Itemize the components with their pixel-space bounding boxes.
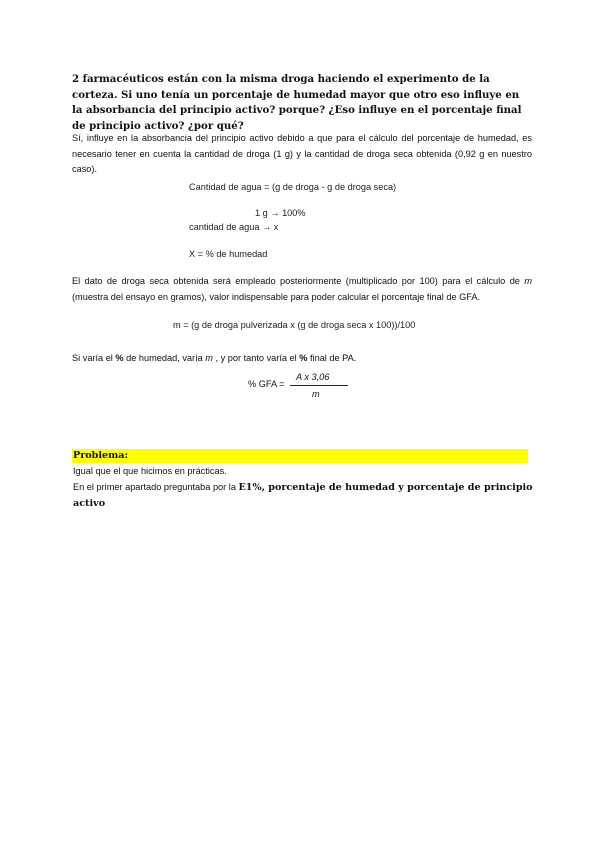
- percent-sign: %: [115, 353, 124, 363]
- variation-text-3: , y por tanto varía el: [212, 353, 300, 363]
- problem-highlight: [72, 449, 528, 463]
- m-variable: m: [524, 276, 532, 286]
- problem-line-2-text: En el primer apartado preguntaba por la: [73, 482, 239, 492]
- problem-label: Problema:: [73, 450, 129, 461]
- problem-line-1: Igual que el que hicimos en prácticas.: [73, 466, 227, 476]
- variation-text-1: Si varía el: [72, 353, 116, 363]
- gfa-formula-numerator: A x 3,06: [296, 372, 330, 382]
- formula-ratio-line: 1 g → 100%: [255, 208, 306, 218]
- variation-paragraph: [72, 351, 532, 366]
- question-text: 2 farmacéuticos están con la misma droga haciendo el experimento de la corteza. Si uno tenía un porcentaje de humedad mayor que otro eso influye en la absorbancia del principio activo? porque? ¿Eso influye en el porcentaje final de principio activo? ¿por qué?: [72, 73, 522, 132]
- dry-drug-text-b: (muestra del ensayo en gramos), valor indispensable para poder calcular el porcentaje final de GFA.: [72, 291, 481, 302]
- fraction-bar: [290, 385, 348, 386]
- formula-m: m = (g de droga pulverizada x (g de droga seca x 100))/100: [173, 320, 416, 330]
- m-variable: m: [205, 353, 213, 363]
- gfa-formula-lhs: % GFA =: [248, 379, 285, 389]
- problem-line-2: [73, 480, 533, 511]
- variation-text-4: final de PA.: [307, 353, 357, 363]
- gfa-formula: [248, 372, 368, 404]
- problem-line-2-bold: E1%, porcentaje de humedad y porcentaje de principio activo: [73, 482, 533, 509]
- variation-text-2: de humedad, varía: [123, 353, 206, 363]
- formula-water-amount: Cantidad de agua = (g de droga - g de droga seca): [189, 182, 397, 192]
- answer-paragraph: Sí, influye en la absorbancia del principio activo debido a que para el cálculo del porcentaje de humedad, es necesario tener en cuenta la cantidad de droga (1 g) y la cantidad de droga seca obtenida (0,92 g en nuestro caso).: [72, 133, 532, 174]
- dry-drug-text-a: El dato de droga seca obtenida será empleado posteriormente (multiplicado por 100) para el cálculo de: [72, 276, 525, 286]
- percent-sign: %: [299, 353, 308, 363]
- formula-water-x-line: cantidad de agua → x: [189, 222, 279, 232]
- gfa-formula-denominator: m: [312, 389, 320, 399]
- dry-drug-paragraph: [72, 274, 532, 305]
- formula-humidity-result: X = % de humedad: [189, 249, 268, 259]
